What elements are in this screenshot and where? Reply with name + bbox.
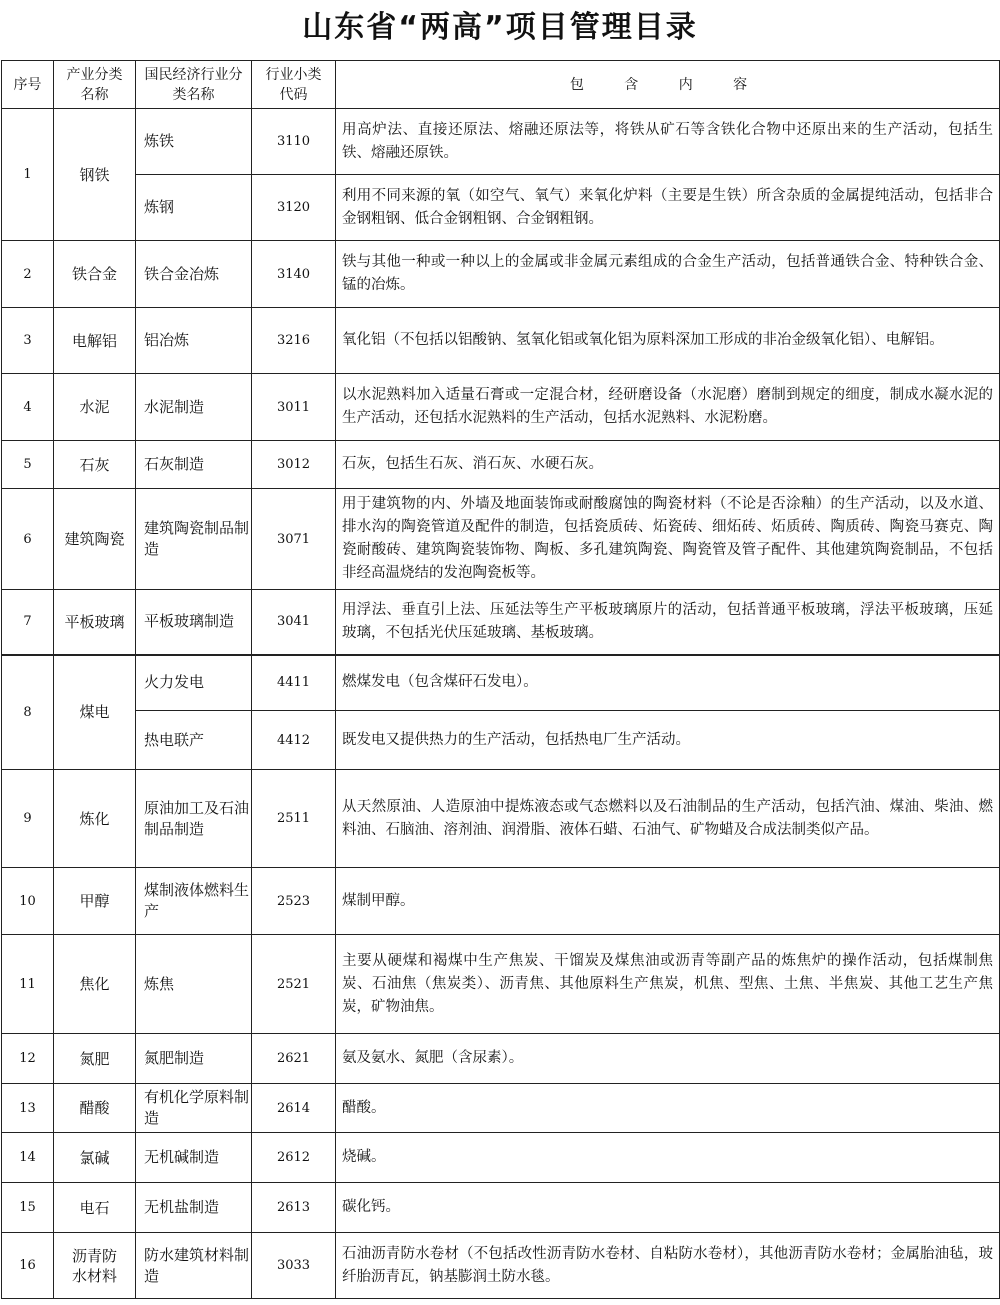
category-name: 焦化 bbox=[54, 935, 136, 1034]
row-number: 11 bbox=[2, 935, 54, 1034]
page-title: 山东省“两高”项目管理目录 bbox=[302, 10, 698, 45]
category-name: 甲醇 bbox=[54, 868, 136, 935]
industry-code: 2621 bbox=[252, 1034, 336, 1084]
content-description: 石灰，包括生石灰、消石灰、水硬石灰。 bbox=[336, 441, 1000, 489]
industry-code: 3011 bbox=[252, 374, 336, 441]
industry-name: 铝冶炼 bbox=[136, 308, 252, 374]
category-name: 煤电 bbox=[54, 655, 136, 770]
table-row bbox=[2, 489, 1000, 590]
row-number: 8 bbox=[2, 655, 54, 770]
industry-code: 2521 bbox=[252, 935, 336, 1034]
industry-code: 3012 bbox=[252, 441, 336, 489]
table-row bbox=[2, 868, 1000, 935]
category-name: 水泥 bbox=[54, 374, 136, 441]
industry-code: 3041 bbox=[252, 590, 336, 655]
industry-name: 炼钢 bbox=[136, 175, 252, 241]
category-name: 炼化 bbox=[54, 770, 136, 868]
row-number: 14 bbox=[2, 1133, 54, 1183]
row-number: 4 bbox=[2, 374, 54, 441]
row-number: 7 bbox=[2, 590, 54, 655]
industry-code: 3120 bbox=[252, 175, 336, 241]
content-description: 氧化铝（不包括以铝酸钠、氢氧化铝或氧化铝为原料深加工形成的非冶金级氧化铝）、电解铝。 bbox=[336, 308, 1000, 374]
industry-name: 无机盐制造 bbox=[136, 1183, 252, 1233]
industry-code: 3216 bbox=[252, 308, 336, 374]
industry-name: 氮肥制造 bbox=[136, 1034, 252, 1084]
row-number: 13 bbox=[2, 1084, 54, 1133]
header-content: 包 含 内 容 bbox=[336, 61, 1000, 109]
table-row bbox=[2, 1034, 1000, 1084]
header-industry: 国民经济行业分类名称 bbox=[136, 61, 252, 109]
content-description: 既发电又提供热力的生产活动，包括热电厂生产活动。 bbox=[336, 711, 1000, 770]
row-number: 1 bbox=[2, 109, 54, 241]
industry-code: 3033 bbox=[252, 1233, 336, 1299]
industry-name: 铁合金冶炼 bbox=[136, 241, 252, 308]
header-row bbox=[2, 61, 1000, 109]
content-description: 氨及氨水、氮肥（含尿素）。 bbox=[336, 1034, 1000, 1084]
header-code: 行业小类代码 bbox=[252, 61, 336, 109]
content-description: 用浮法、垂直引上法、压延法等生产平板玻璃原片的活动，包括普通平板玻璃，浮法平板玻璃，压延玻璃，不包括光伏压延玻璃、基板玻璃。 bbox=[336, 590, 1000, 655]
category-name: 铁合金 bbox=[54, 241, 136, 308]
table-row bbox=[2, 241, 1000, 308]
category-name: 氮肥 bbox=[54, 1034, 136, 1084]
header-category: 产业分类名称 bbox=[54, 61, 136, 109]
table-row bbox=[2, 109, 1000, 175]
row-number: 10 bbox=[2, 868, 54, 935]
industry-name: 无机碱制造 bbox=[136, 1133, 252, 1183]
industry-name: 煤制液体燃料生产 bbox=[136, 868, 252, 935]
table-row bbox=[2, 374, 1000, 441]
category-name: 醋酸 bbox=[54, 1084, 136, 1133]
industry-code: 4412 bbox=[252, 711, 336, 770]
category-name: 沥青防水材料 bbox=[54, 1233, 136, 1299]
table-row bbox=[2, 655, 1000, 711]
table-row bbox=[2, 935, 1000, 1034]
content-description: 燃煤发电（包含煤矸石发电）。 bbox=[336, 655, 1000, 711]
row-number: 2 bbox=[2, 241, 54, 308]
content-description: 以水泥熟料加入适量石膏或一定混合材，经研磨设备（水泥磨）磨制到规定的细度，制成水凝水泥的生产活动，还包括水泥熟料的生产活动，包括水泥熟料、水泥粉磨。 bbox=[336, 374, 1000, 441]
category-name: 电石 bbox=[54, 1183, 136, 1233]
row-number: 3 bbox=[2, 308, 54, 374]
industry-name: 原油加工及石油制品制造 bbox=[136, 770, 252, 868]
industry-code: 2523 bbox=[252, 868, 336, 935]
industry-name: 平板玻璃制造 bbox=[136, 590, 252, 655]
category-name: 氯碱 bbox=[54, 1133, 136, 1183]
category-name: 石灰 bbox=[54, 441, 136, 489]
industry-code: 2511 bbox=[252, 770, 336, 868]
industry-name: 水泥制造 bbox=[136, 374, 252, 441]
industry-code: 2612 bbox=[252, 1133, 336, 1183]
industry-name: 炼焦 bbox=[136, 935, 252, 1034]
content-description: 石油沥青防水卷材（不包括改性沥青防水卷材、自粘防水卷材），其他沥青防水卷材；金属胎油毡，玻纤胎沥青瓦，钠基膨润土防水毯。 bbox=[336, 1233, 1000, 1299]
industry-code: 4411 bbox=[252, 655, 336, 711]
content-description: 烧碱。 bbox=[336, 1133, 1000, 1183]
table-row bbox=[2, 175, 1000, 241]
content-description: 碳化钙。 bbox=[336, 1183, 1000, 1233]
row-number: 6 bbox=[2, 489, 54, 590]
table-row bbox=[2, 1183, 1000, 1233]
category-name: 建筑陶瓷 bbox=[54, 489, 136, 590]
category-name: 钢铁 bbox=[54, 109, 136, 241]
row-number: 15 bbox=[2, 1183, 54, 1233]
industry-name: 防水建筑材料制造 bbox=[136, 1233, 252, 1299]
content-description: 用于建筑物的内、外墙及地面装饰或耐酸腐蚀的陶瓷材料（不论是否涂釉）的生产活动，以及水道、排水沟的陶瓷管道及配件的制造，包括瓷质砖、炻瓷砖、细炻砖、炻质砖、陶质砖、陶瓷马赛克、陶瓷耐酸砖、建筑陶瓷装饰物、陶板、多孔建筑陶瓷、陶瓷管及管子配件、其他建筑陶瓷制品，不包括非经高温烧结的发泡陶瓷板等。 bbox=[336, 489, 1000, 590]
header-no: 序号 bbox=[2, 61, 54, 109]
table-row bbox=[2, 441, 1000, 489]
industry-code: 3071 bbox=[252, 489, 336, 590]
industry-name: 火力发电 bbox=[136, 655, 252, 711]
row-number: 5 bbox=[2, 441, 54, 489]
table-row bbox=[2, 590, 1000, 655]
category-name: 平板玻璃 bbox=[54, 590, 136, 655]
industry-code: 2613 bbox=[252, 1183, 336, 1233]
row-number: 9 bbox=[2, 770, 54, 868]
table-row bbox=[2, 1233, 1000, 1299]
industry-name: 有机化学原料制造 bbox=[136, 1084, 252, 1133]
industry-code: 3110 bbox=[252, 109, 336, 175]
content-description: 用高炉法、直接还原法、熔融还原法等，将铁从矿石等含铁化合物中还原出来的生产活动，包括生铁、熔融还原铁。 bbox=[336, 109, 1000, 175]
industry-code: 2614 bbox=[252, 1084, 336, 1133]
industry-name: 热电联产 bbox=[136, 711, 252, 770]
table-row bbox=[2, 308, 1000, 374]
table-row bbox=[2, 1084, 1000, 1133]
industry-code: 3140 bbox=[252, 241, 336, 308]
table-row bbox=[2, 770, 1000, 868]
content-description: 主要从硬煤和褐煤中生产焦炭、干馏炭及煤焦油或沥青等副产品的炼焦炉的操作活动，包括煤制焦炭、石油焦（焦炭类）、沥青焦、其他原料生产焦炭，机焦、型焦、土焦、半焦炭、其他工艺生产焦炭，矿物油焦。 bbox=[336, 935, 1000, 1034]
catalog-table bbox=[1, 60, 1000, 1299]
content-description: 从天然原油、人造原油中提炼液态或气态燃料以及石油制品的生产活动，包括汽油、煤油、柴油、燃料油、石脑油、溶剂油、润滑脂、液体石蜡、石油气、矿物蜡及合成法制类似产品。 bbox=[336, 770, 1000, 868]
industry-name: 石灰制造 bbox=[136, 441, 252, 489]
table-row bbox=[2, 1133, 1000, 1183]
category-name: 电解铝 bbox=[54, 308, 136, 374]
content-description: 铁与其他一种或一种以上的金属或非金属元素组成的合金生产活动，包括普通铁合金、特种铁合金、锰的冶炼。 bbox=[336, 241, 1000, 308]
row-number: 16 bbox=[2, 1233, 54, 1299]
industry-name: 建筑陶瓷制品制造 bbox=[136, 489, 252, 590]
content-description: 利用不同来源的氧（如空气、氧气）来氧化炉料（主要是生铁）所含杂质的金属提纯活动，包括非合金钢粗钢、低合金钢粗钢、合金钢粗钢。 bbox=[336, 175, 1000, 241]
content-description: 煤制甲醇。 bbox=[336, 868, 1000, 935]
industry-name: 炼铁 bbox=[136, 109, 252, 175]
table-row bbox=[2, 711, 1000, 770]
row-number: 12 bbox=[2, 1034, 54, 1084]
content-description: 醋酸。 bbox=[336, 1084, 1000, 1133]
